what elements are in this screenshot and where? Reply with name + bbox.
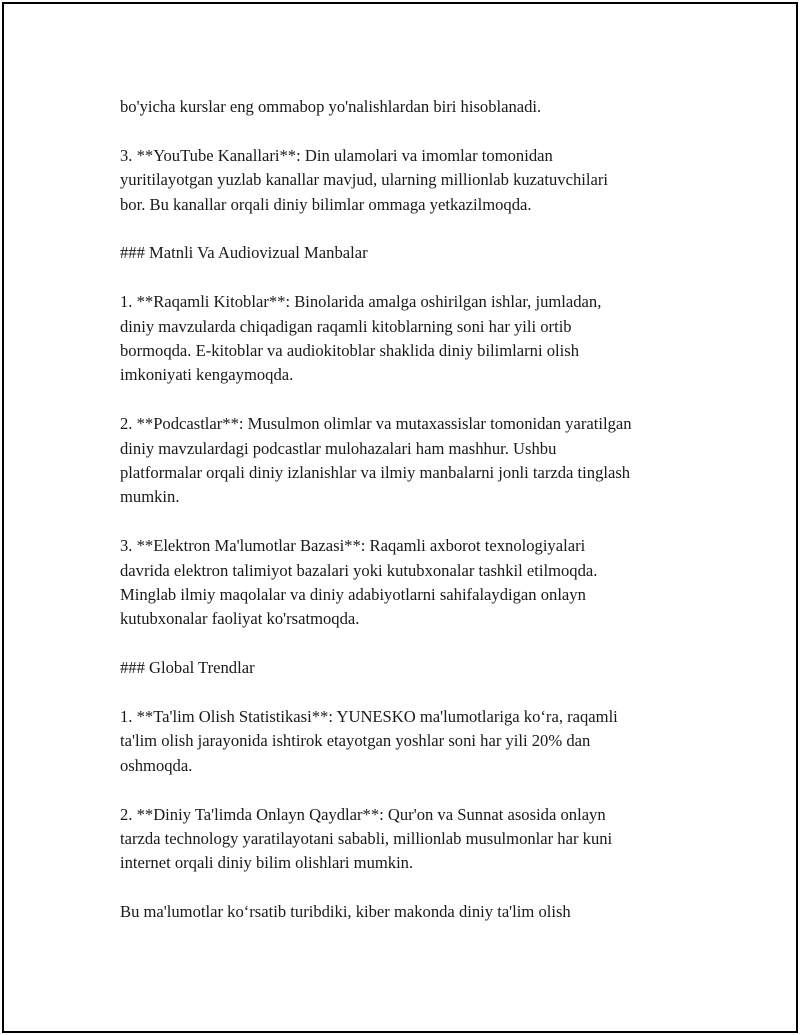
paragraph-digital-books: 1. **Raqamli Kitoblar**: Binolarida amalga oshirilgan ishlar, jumladan, diniy mavzularda chiqadigan raqamli kitoblarning soni har yili ortib bormoqda. E-kitoblar va audiokitoblar shaklida diniy bilimlarni olish imkoniyati kengaymoqda. <box>120 292 602 385</box>
section-heading-text-audiovisual: ### Matnli Va Audiovizual Manbalar <box>120 243 368 263</box>
paragraph-continuation: bo'yicha kurslar eng ommabop yo'nalishlardan biri hisoblanadi. <box>120 97 542 116</box>
document-body <box>120 95 720 925</box>
paragraph-education-statistics: 1. **Ta'lim Olish Statistikasi**: YUNESKO ma'lumotlariga ko‘ra, raqamli ta'lim olish jarayonida ishtirok etayotgan yoshlar soni har yili 20% dan oshmoqda. <box>120 707 618 775</box>
paragraph-conclusion: Bu ma'lumotlar ko‘rsatib turibdiki, kiber makonda diniy ta'lim olish <box>120 902 571 922</box>
paragraph-podcasts: 2. **Podcastlar**: Musulmon olimlar va mutaxassislar tomonidan yaratilgan diniy mavzulardagi podcastlar mulohazalari ham mashhur. Ushbu platformalar orqali diniy izlanishlar va ilmiy manbalarni jonli tarzda tinglash mumkin. <box>120 414 632 507</box>
page-frame <box>2 2 798 1033</box>
section-heading-global-trends: ### Global Trendlar <box>120 658 255 678</box>
paragraph-online-religious-education: 2. **Diniy Ta'limda Onlayn Qaydlar**: Qur'on va Sunnat asosida onlayn tarzda technology yaratilayotani sababli, millionlab musulmonlar har kuni internet orqali diniy bilim olishlari mumkin. <box>120 804 613 873</box>
paragraph-youtube-channels: 3. **YouTube Kanallari**: Din ulamolari va imomlar tomonidan yuritilayotgan yuzlab kanallar mavjud, ularning millionlab kuzatuvchilari bor. Bu kanallar orqali diniy bilimlar ommaga yetkazilmoqda. <box>120 145 608 214</box>
paragraph-electronic-databases: 3. **Elektron Ma'lumotlar Bazasi**: Raqamli axborot texnologiyalari davrida elektron talimiyot bazalari yoki kutubxonalar tashkil etilmoqda. Minglab ilmiy maqolalar va diniy adabiyotlarni sahifalaydigan onlayn kutubxonalar faoliyat ko'rsatmoqda. <box>120 536 598 629</box>
